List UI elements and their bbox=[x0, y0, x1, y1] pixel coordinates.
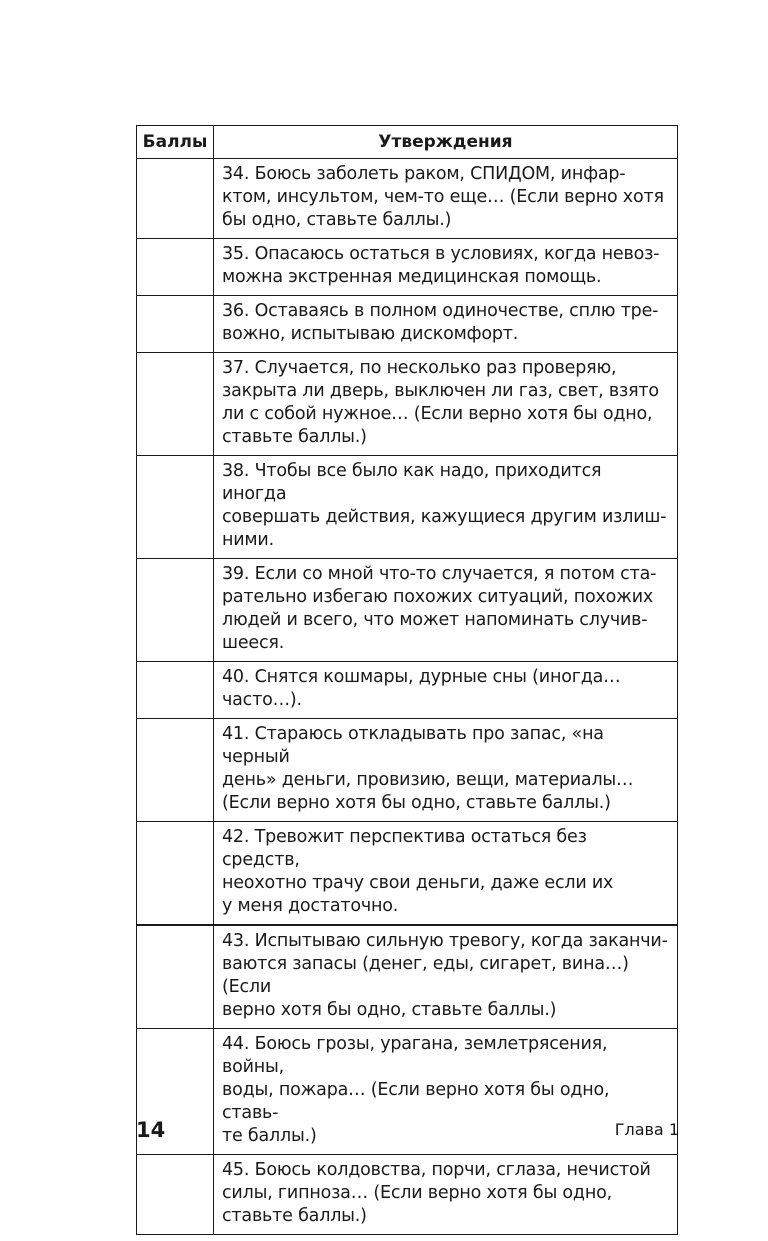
table-row bbox=[137, 559, 678, 662]
table-row bbox=[137, 822, 678, 926]
statement-cell: 37. Случается, по несколько раз проверяю, закрыта ли дверь, выключен ли газ, свет, взято ли с собой нужное… (Если верно хотя бы одно, ставьте баллы.) bbox=[214, 353, 678, 456]
score-cell bbox=[137, 559, 214, 662]
score-cell bbox=[137, 456, 214, 559]
table-row bbox=[137, 662, 678, 719]
header-score: Баллы bbox=[137, 126, 214, 159]
table-row bbox=[137, 719, 678, 822]
score-cell bbox=[137, 296, 214, 353]
table-row bbox=[137, 925, 678, 1029]
statement-cell: 45. Боюсь колдовства, порчи, сглаза, нечистой силы, гипноза… (Если верно хотя бы одно, ставьте баллы.) bbox=[214, 1155, 678, 1235]
table-row bbox=[137, 353, 678, 456]
score-cell bbox=[137, 159, 214, 239]
statement-cell: 40. Снятся кошмары, дурные сны (иногда… часто…). bbox=[214, 662, 678, 719]
questionnaire-table bbox=[136, 125, 678, 1235]
header-statements: Утверждения bbox=[214, 126, 678, 159]
table-header-row bbox=[137, 126, 678, 159]
page-number: 14 bbox=[136, 1118, 166, 1142]
table-row bbox=[137, 296, 678, 353]
table-row bbox=[137, 456, 678, 559]
chapter-label: Глава 1 bbox=[614, 1120, 679, 1139]
statement-cell: 39. Если со мной что-то случается, я потом ста- рательно избегаю похожих ситуаций, похожих людей и всего, что может напоминать случив- шееся. bbox=[214, 559, 678, 662]
score-cell bbox=[137, 353, 214, 456]
statement-cell: 36. Оставаясь в полном одиночестве, сплю тре- вожно, испытываю дискомфорт. bbox=[214, 296, 678, 353]
score-cell bbox=[137, 925, 214, 1029]
score-cell bbox=[137, 719, 214, 822]
statement-cell: 43. Испытываю сильную тревогу, когда заканчи- ваются запасы (денег, еды, сигарет, вина…) (Если верно хотя бы одно, ставьте баллы.) bbox=[214, 925, 678, 1029]
score-cell bbox=[137, 822, 214, 926]
statement-cell: 41. Стараюсь откладывать про запас, «на черный день» деньги, провизию, вещи, материалы… (Если верно хотя бы одно, ставьте баллы.) bbox=[214, 719, 678, 822]
table-row bbox=[137, 1029, 678, 1155]
statement-cell: 38. Чтобы все было как надо, приходится иногда совершать действия, кажущиеся другим излиш- ними. bbox=[214, 456, 678, 559]
table-row bbox=[137, 1155, 678, 1235]
score-cell bbox=[137, 662, 214, 719]
statement-cell: 34. Боюсь заболеть раком, СПИДОМ, инфар- ктом, инсультом, чем-то еще… (Если верно хотя бы одно, ставьте баллы.) bbox=[214, 159, 678, 239]
table-row bbox=[137, 159, 678, 239]
statement-cell: 35. Опасаюсь остаться в условиях, когда невоз- можна экстренная медицинская помощь. bbox=[214, 239, 678, 296]
score-cell bbox=[137, 1155, 214, 1235]
statement-cell: 42. Тревожит перспектива остаться без средств, неохотно трачу свои деньги, даже если их у меня достаточно. bbox=[214, 822, 678, 926]
statement-cell: 44. Боюсь грозы, урагана, землетрясения, войны, воды, пожара… (Если верно хотя бы одно, ставь- те баллы.) bbox=[214, 1029, 678, 1155]
score-cell bbox=[137, 239, 214, 296]
table-row bbox=[137, 239, 678, 296]
